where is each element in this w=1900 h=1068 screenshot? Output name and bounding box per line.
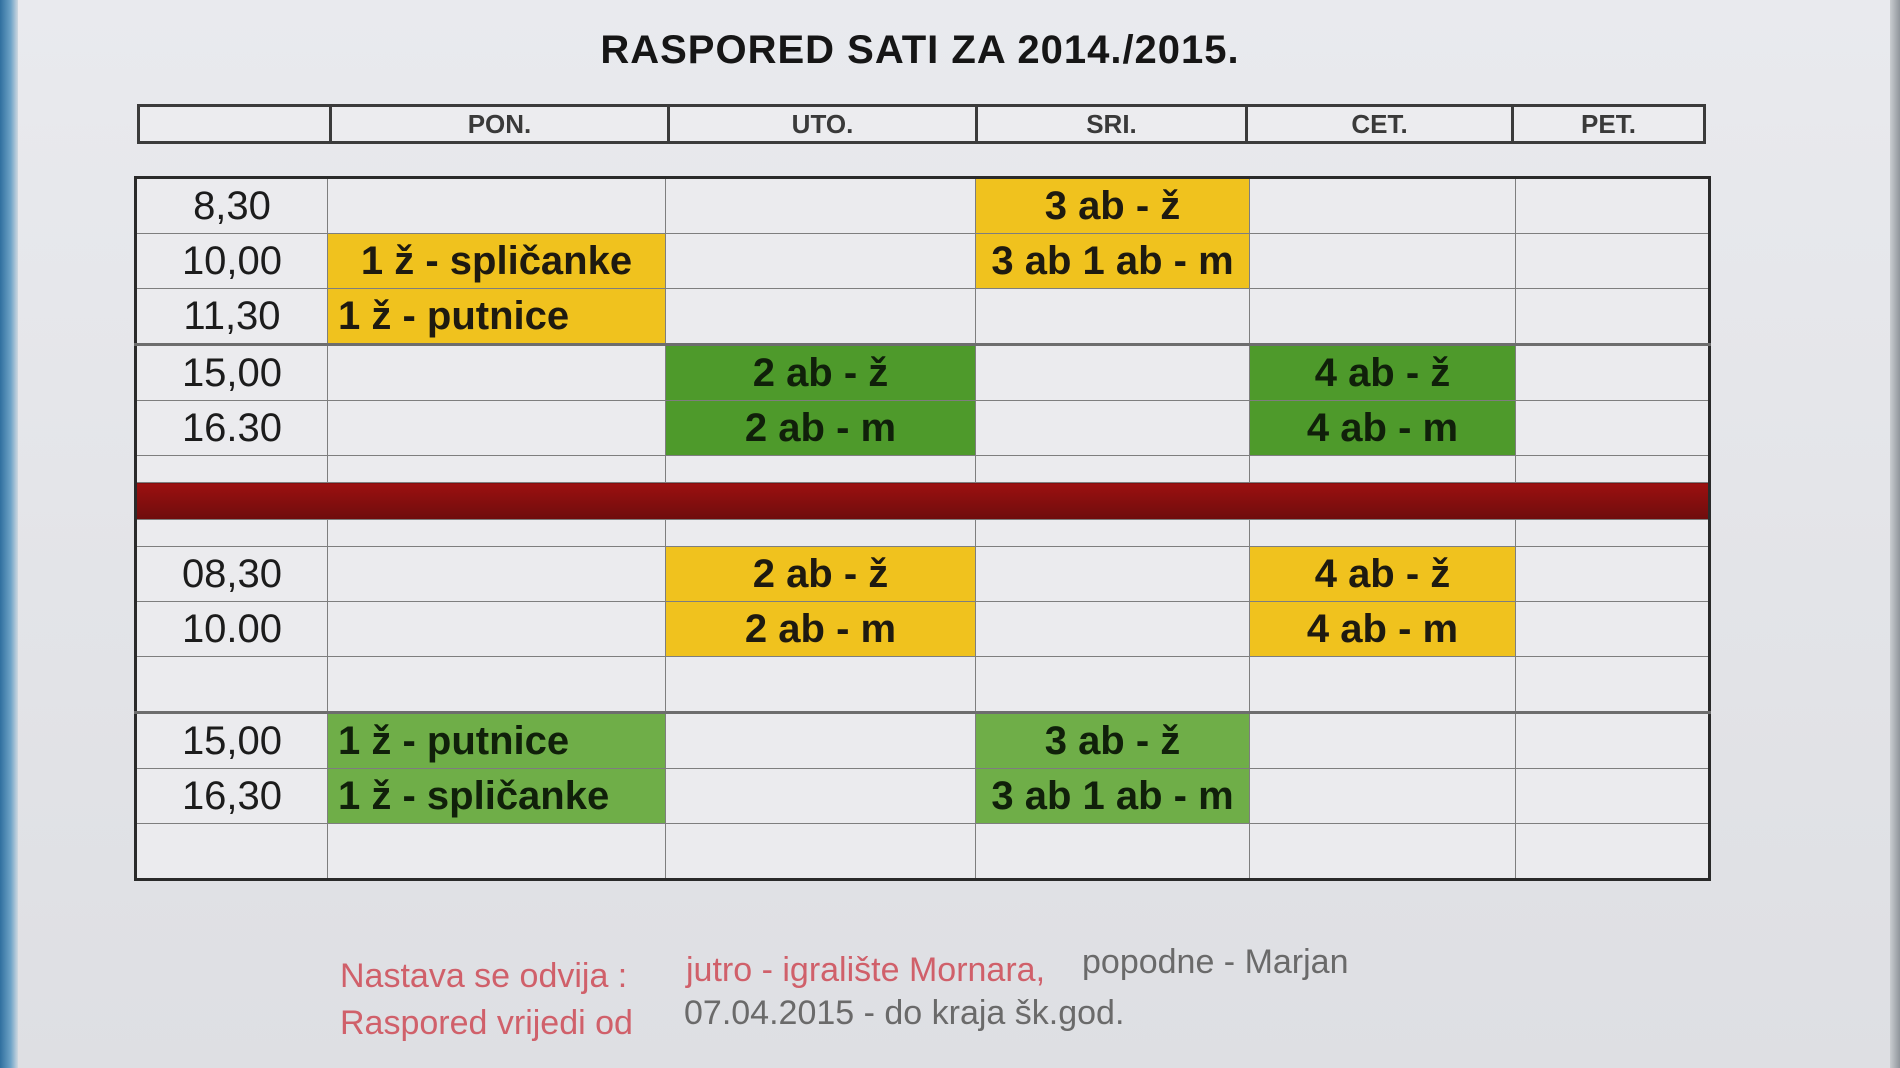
empty-cell [328, 824, 666, 880]
note-label-validity: Raspored vrijedi od [340, 1004, 633, 1042]
schedule-cell [1250, 713, 1516, 769]
schedule-cell: 1 ž - spličanke [328, 234, 666, 289]
schedule-cell: 4 ab - m [1250, 602, 1516, 657]
schedule-cell [976, 401, 1250, 456]
time-cell: 08,30 [136, 547, 328, 602]
empty-cell [1516, 657, 1710, 713]
schedule-cell: 2 ab - ž [666, 547, 976, 602]
empty-cell [136, 657, 328, 713]
schedule-cell: 2 ab - ž [666, 345, 976, 401]
empty-cell [1516, 520, 1710, 547]
time-cell: 16.30 [136, 401, 328, 456]
schedule-cell [1516, 602, 1710, 657]
table-row [136, 824, 1710, 880]
schedule-cell [976, 345, 1250, 401]
schedule-cell [328, 345, 666, 401]
empty-cell [136, 456, 328, 483]
note-validity-dates: 07.04.2015 - do kraja šk.god. [684, 994, 1125, 1032]
time-cell: 15,00 [136, 345, 328, 401]
empty-cell [666, 824, 976, 880]
table-row [136, 456, 1710, 483]
time-cell: 10.00 [136, 602, 328, 657]
schedule-cell [976, 602, 1250, 657]
empty-cell [328, 657, 666, 713]
table-row [136, 713, 1710, 769]
empty-cell [976, 824, 1250, 880]
empty-cell [328, 520, 666, 547]
table-row [136, 769, 1710, 824]
note-afternoon-location: popodne - Marjan [1082, 943, 1349, 981]
schedule-cell: 2 ab - m [666, 602, 976, 657]
note-morning-location: jutro - igralište Mornara, [686, 951, 1046, 989]
empty-cell [136, 520, 328, 547]
schedule-cell [1250, 178, 1516, 234]
empty-cell [1250, 520, 1516, 547]
empty-cell [328, 456, 666, 483]
table-row [136, 602, 1710, 657]
divider-row [136, 483, 1710, 520]
empty-cell [976, 520, 1250, 547]
empty-cell [1250, 456, 1516, 483]
schedule-cell: 2 ab - m [666, 401, 976, 456]
schedule-cell [666, 769, 976, 824]
schedule-cell [666, 289, 976, 345]
schedule-cell [1516, 178, 1710, 234]
empty-cell [1516, 824, 1710, 880]
table-row [136, 520, 1710, 547]
schedule-cell [328, 602, 666, 657]
empty-cell [666, 657, 976, 713]
table-row [136, 401, 1710, 456]
day-header-sri: SRI. [977, 106, 1247, 143]
schedule-cell [1516, 289, 1710, 345]
schedule-cell: 1 ž - putnice [328, 289, 666, 345]
schedule-cell [1516, 234, 1710, 289]
red-divider-bar [136, 483, 1710, 520]
schedule-cell [1250, 769, 1516, 824]
day-header-cet: CET. [1247, 106, 1513, 143]
empty-cell [1250, 657, 1516, 713]
empty-cell [136, 824, 328, 880]
schedule-cell [328, 401, 666, 456]
schedule-cell [1516, 345, 1710, 401]
time-cell: 8,30 [136, 178, 328, 234]
schedule-cell [976, 547, 1250, 602]
time-cell: 15,00 [136, 713, 328, 769]
schedule-cell [1250, 289, 1516, 345]
note-label-location: Nastava se odvija : [340, 957, 628, 995]
schedule-cell [666, 234, 976, 289]
table-row [136, 547, 1710, 602]
schedule-cell [976, 289, 1250, 345]
schedule-cell [666, 178, 976, 234]
day-header-pet: PET. [1513, 106, 1705, 143]
table-row [136, 289, 1710, 345]
schedule-cell: 1 ž - putnice [328, 713, 666, 769]
table-row [136, 234, 1710, 289]
day-header-pon: PON. [331, 106, 669, 143]
empty-cell [1516, 456, 1710, 483]
schedule-cell [328, 547, 666, 602]
table-row [136, 178, 1710, 234]
schedule-table [134, 176, 1711, 881]
day-header-row [137, 104, 1706, 144]
schedule-cell [1516, 769, 1710, 824]
screen-edge-right [1890, 0, 1900, 1068]
schedule-cell [1516, 401, 1710, 456]
schedule-cell: 4 ab - ž [1250, 547, 1516, 602]
table-row [136, 345, 1710, 401]
empty-cell [976, 456, 1250, 483]
time-cell: 10,00 [136, 234, 328, 289]
empty-cell [666, 456, 976, 483]
day-header-empty [139, 106, 331, 143]
empty-cell [666, 520, 976, 547]
schedule-cell: 4 ab - ž [1250, 345, 1516, 401]
schedule-cell [666, 713, 976, 769]
day-header-uto: UTO. [669, 106, 977, 143]
time-cell: 11,30 [136, 289, 328, 345]
schedule-cell: 3 ab 1 ab - m [976, 234, 1250, 289]
schedule-cell [1250, 234, 1516, 289]
schedule-cell: 3 ab - ž [976, 713, 1250, 769]
table-row [136, 657, 1710, 713]
schedule-cell [1516, 547, 1710, 602]
schedule-cell [1516, 713, 1710, 769]
screen-edge-left [0, 0, 18, 1068]
empty-cell [1250, 824, 1516, 880]
schedule-cell [328, 178, 666, 234]
empty-cell [976, 657, 1250, 713]
time-cell: 16,30 [136, 769, 328, 824]
page-title: RASPORED SATI ZA 2014./2015. [600, 28, 1240, 72]
schedule-cell: 4 ab - m [1250, 401, 1516, 456]
schedule-cell: 3 ab 1 ab - m [976, 769, 1250, 824]
schedule-cell: 1 ž - spličanke [328, 769, 666, 824]
schedule-cell: 3 ab - ž [976, 178, 1250, 234]
